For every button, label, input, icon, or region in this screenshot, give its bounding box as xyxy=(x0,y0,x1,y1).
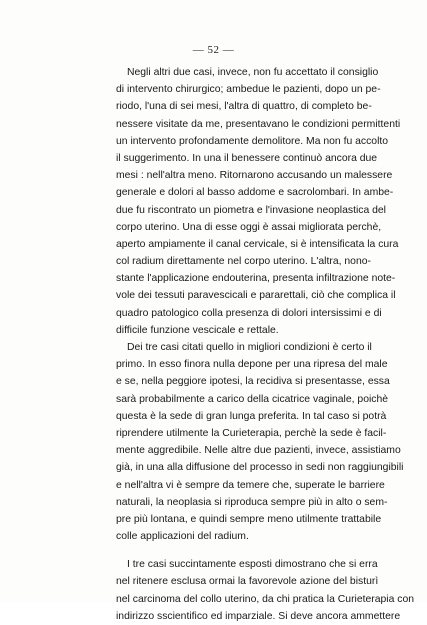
text-line: di intervento chirurgico; ambedue le pazienti, dopo un pe- xyxy=(116,84,381,96)
paragraph-gap xyxy=(116,545,368,556)
text-line: sarà probabilmente a carico della cicatrice vaginale, poichè xyxy=(116,393,389,405)
body-text xyxy=(116,64,415,625)
paragraph-2 xyxy=(116,339,404,545)
text-line: il suggerimento. In una il benessere continuò ancora due xyxy=(116,152,378,164)
text-line: aperto ampiamente il canal cervicale, si è intensificata la cura xyxy=(116,238,399,250)
text-line: nel carcinoma del collo uterino, da chi pratica la Curieterapia con xyxy=(116,593,415,605)
text-line: corpo uterino. Una di esse oggi è assai migliorata perchè, xyxy=(116,221,382,233)
page-number: — 52 — xyxy=(192,44,235,56)
text-line: già, in una alla diffusione del processo in sedi non raggiungibili xyxy=(116,462,404,474)
text-line: nessere visitate da me, presentavano le condizioni permittenti xyxy=(116,118,401,130)
text-line: riodo, l'una di sei mesi, l'altra di quattro, di completo be- xyxy=(116,101,372,113)
text-line: naturali, la neoplasia si riproduca sempre più in alto o sem- xyxy=(116,496,388,508)
text-line: primo. In esso finora nulla depone per una ripresa del male xyxy=(116,359,388,371)
text-line: e nell'altra vi è sempre da temere che, superate le barriere xyxy=(116,479,385,491)
text-line: difficile funzione vescicale e rettale. xyxy=(116,324,279,336)
text-line: due fu riscontrato un piometra e l'invasione neoplastica del xyxy=(116,204,386,216)
text-line: mesi : nell'altra meno. Ritornarono accusando un malessere xyxy=(116,170,393,182)
text-line: riprendere utilmente la Curieterapia, perchè la sede è facil- xyxy=(116,427,387,439)
text-line: generale e dolori al basso addome e sacrolombari. In ambe- xyxy=(116,187,394,199)
text-line: questa è la sede di gran lunga preferita. In tal caso si potrà xyxy=(116,410,387,422)
text-line: e se, nella peggiore ipotesi, la recidiva si presentasse, essa xyxy=(116,376,390,388)
text-line: pre più lontana, e quindi sempre meno utilmente trattabile xyxy=(116,513,382,525)
text-line: Dei tre casi citati quello in migliori condizioni è certo il xyxy=(127,342,372,353)
text-line: indirizzo sscientifico ed imparziale. Si deve ancora ammettere xyxy=(116,610,401,622)
text-line: nel ritenere esclusa ormai la favorevole azione del bisturì xyxy=(116,576,379,588)
text-line: colle applicazioni del radium. xyxy=(116,531,249,543)
text-line: quadro patologico colla presenza di dolori intersissimi e di xyxy=(116,307,382,319)
text-line: mente aggredibile. Nelle altre due pazienti, invece, assistiamo xyxy=(116,445,401,457)
text-line: un intervento profondamente demolitore. Ma non fu accolto xyxy=(116,135,389,147)
text-line: Negli altri due casi, invece, non fu accettato il consiglio xyxy=(127,67,379,78)
text-line: vole dei tessuti paravescicali e pararettali, ciò che complica il xyxy=(116,290,396,302)
text-line: I tre casi succintamente esposti dimostrano che si erra xyxy=(127,559,378,571)
paragraph-1 xyxy=(116,64,401,339)
text-line: col radium direttamente nel corpo uterino. L'altra, nono- xyxy=(116,256,371,268)
paragraph-3 xyxy=(116,556,415,625)
text-line: stante l'applicazione endouterina, presenta infiltrazione note- xyxy=(116,273,396,285)
